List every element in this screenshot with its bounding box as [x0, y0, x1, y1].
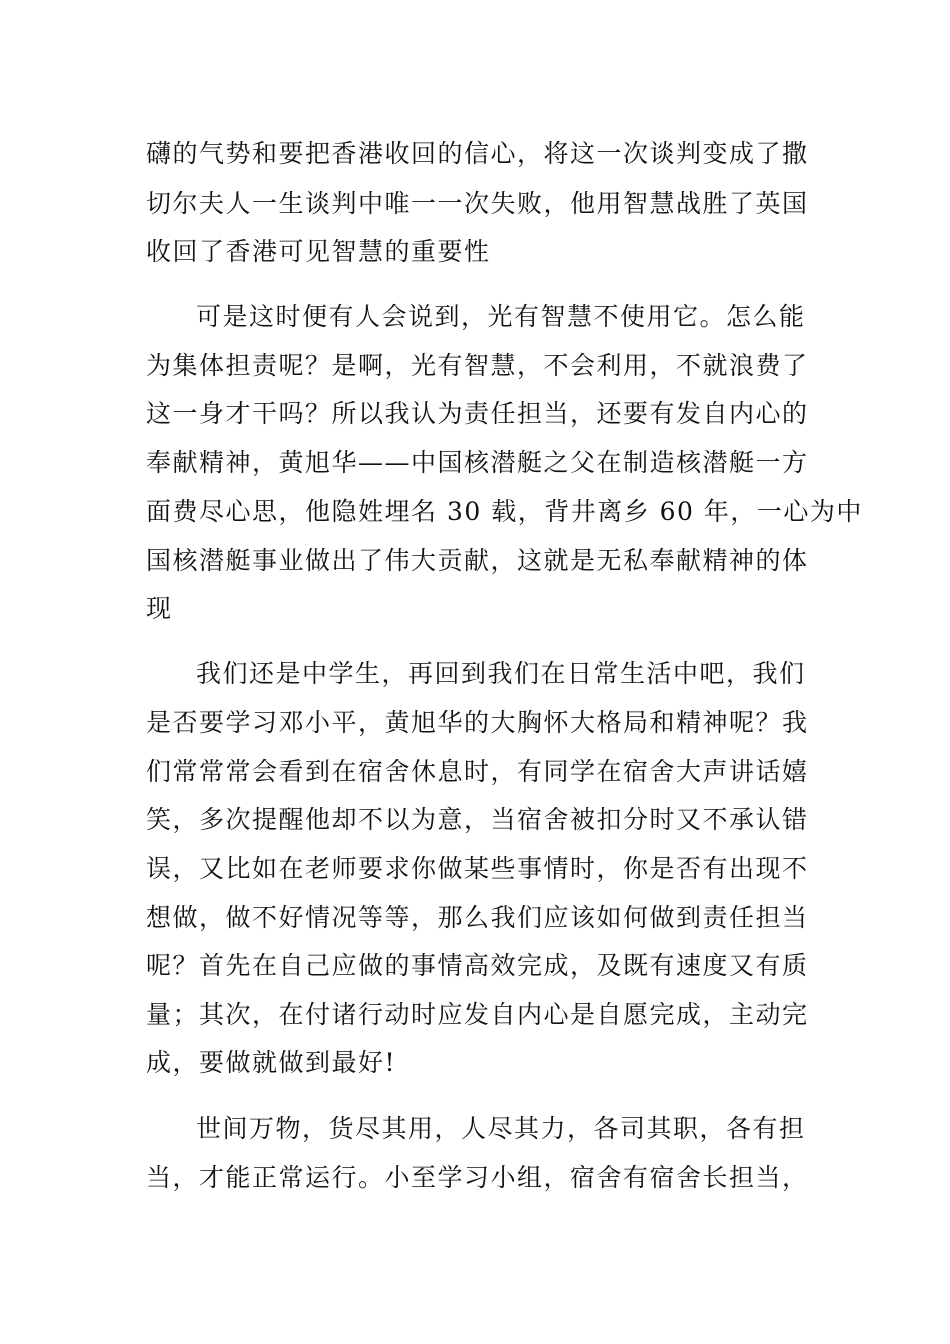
- text-line: 呢？首先在自己应做的事情高效完成，及既有速度又有质: [146, 951, 809, 980]
- text-line: 收回了香港可见智慧的重要性: [146, 237, 491, 266]
- text-line: 面费尽心思，他隐姓埋名 30 载，背井离乡 60 年，一心为中: [146, 497, 863, 526]
- text-line: 奉献精神，黄旭华——中国核潜艇之父在制造核潜艇一方: [146, 448, 809, 477]
- text-line: 当，才能正常运行。小至学习小组，宿舍有宿舍长担当，: [146, 1163, 809, 1192]
- text-line: 这一身才干吗？所以我认为责任担当，还要有发自内心的: [146, 399, 809, 428]
- text-line: 成，要做就做到最好!: [146, 1048, 397, 1077]
- text-line: 想做，做不好情况等等，那么我们应该如何做到责任担当: [146, 903, 809, 932]
- text-line: 我们还是中学生，再回到我们在日常生活中吧，我们: [196, 659, 806, 688]
- text-line: 现: [146, 594, 173, 623]
- text-line: 是否要学习邓小平，黄旭华的大胸怀大格局和精神呢？我: [146, 708, 809, 737]
- text-line: 量；其次，在付诸行动时应发自内心是自愿完成，主动完: [146, 1000, 809, 1029]
- text-line: 世间万物，货尽其用，人尽其力，各司其职，各有担: [196, 1114, 806, 1143]
- text-line: 笑，多次提醒他却不以为意，当宿舍被扣分时又不承认错: [146, 805, 809, 834]
- text-line: 礴的气势和要把香港收回的信心，将这一次谈判变成了撒: [146, 139, 809, 168]
- text-line: 误，又比如在老师要求你做某些事情时，你是否有出现不: [146, 854, 809, 883]
- text-line: 国核潜艇事业做出了伟大贡献，这就是无私奉献精神的体: [146, 546, 809, 575]
- text-line: 可是这时便有人会说到，光有智慧不使用它。怎么能: [196, 302, 806, 331]
- text-line: 为集体担责呢？是啊，光有智慧，不会利用，不就浪费了: [146, 351, 809, 380]
- text-line: 切尔夫人一生谈判中唯一一次失败，他用智慧战胜了英国: [146, 189, 809, 218]
- text-line: 们常常常会看到在宿舍休息时，有同学在宿舍大声讲话嬉: [146, 757, 809, 786]
